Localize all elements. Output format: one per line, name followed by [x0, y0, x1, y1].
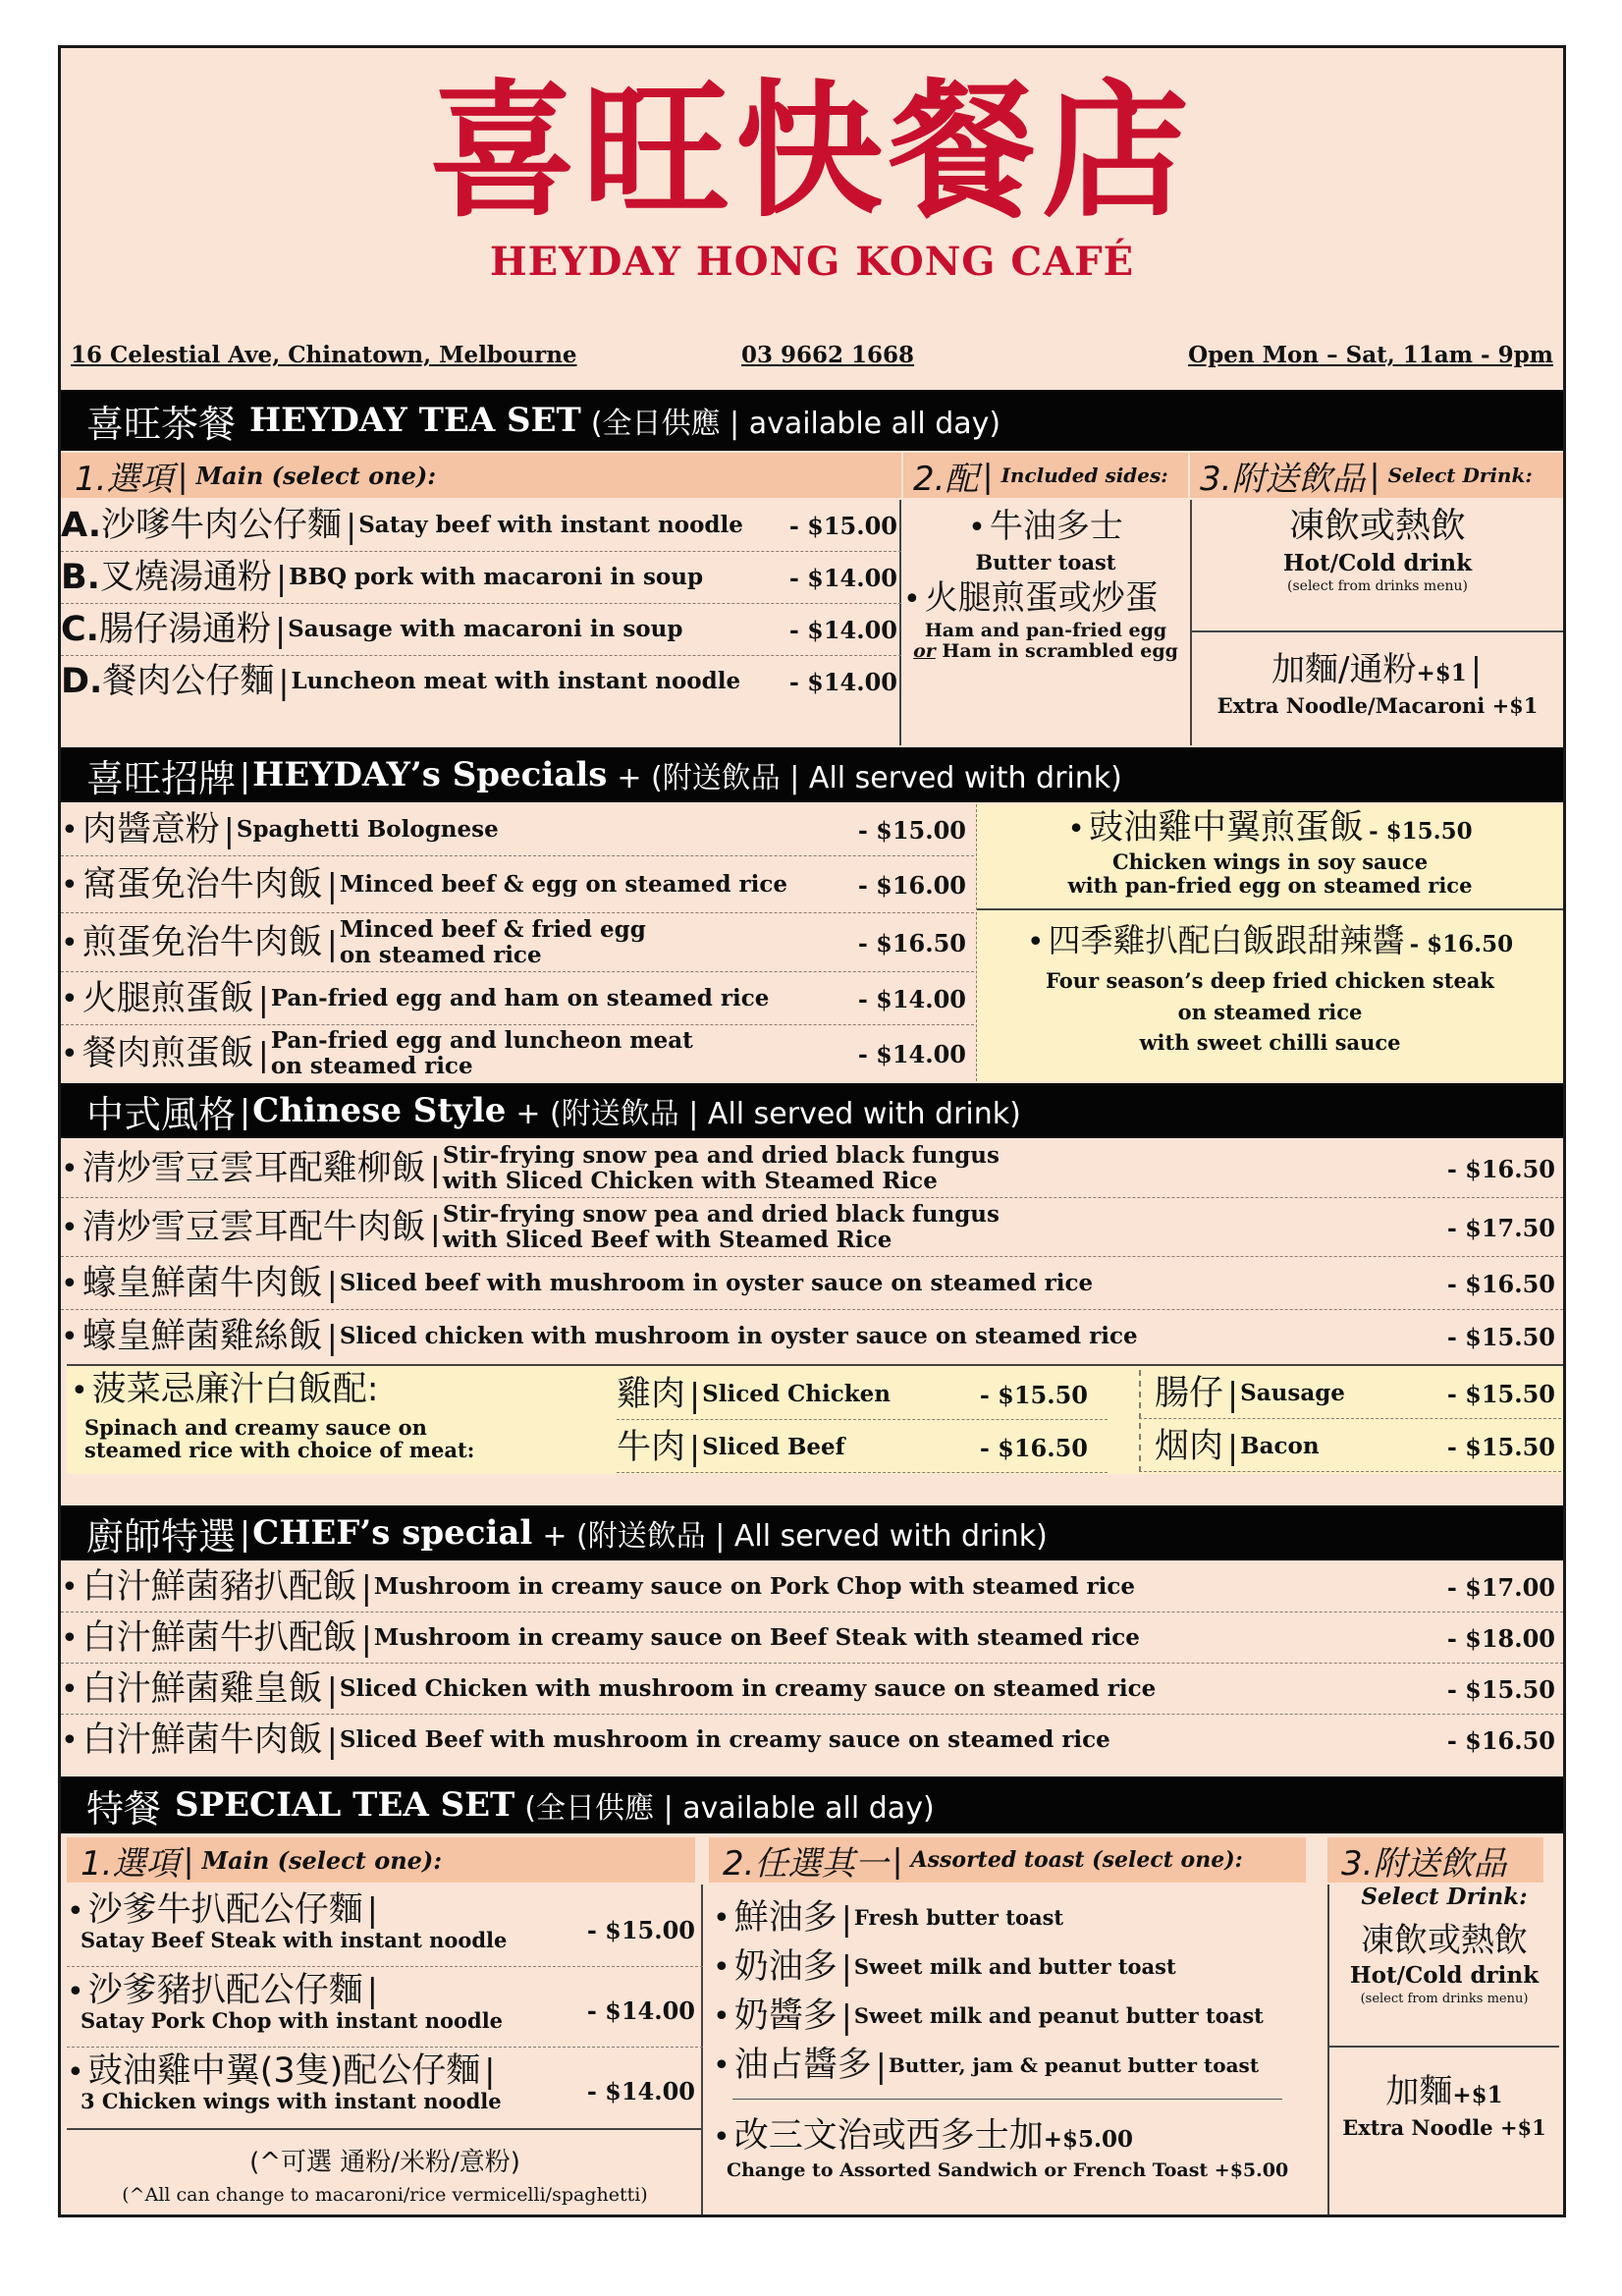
list-item: D. 餐肉公仔麵 | Luncheon meat with instant noodle - $14.00: [61, 661, 897, 701]
item-en: Stir-frying snow pea and dried black fungus with Sliced Chicken with Steamed Rice: [442, 1141, 1000, 1194]
item-en: Satay Beef Steak with instant noodle: [81, 1928, 508, 1952]
main-subhead-cn: 1.選項: [81, 1843, 180, 1884]
item-letter: D.: [61, 661, 103, 701]
phone: 03 9662 1668: [741, 342, 915, 368]
drink-cn: 凍飲或熱飲: [1288, 506, 1466, 546]
specials-list: [61, 804, 974, 1081]
item-price: - $14.00: [857, 984, 966, 1013]
list-item: • 餐肉煎蛋飯 | Pan-fried egg and luncheon meat on steamed rice - $14.00: [61, 1026, 966, 1079]
tea-set-drink: [1190, 500, 1563, 745]
list-item: • 奶油多 | Sweet milk and butter toast: [713, 1946, 1176, 1987]
item-cn: 豉油雞中翼(3隻)配公仔麵: [87, 2051, 481, 2091]
item-price: - $17.00: [1446, 1572, 1555, 1602]
item-cn: 蠔皇鮮菌雞絲飯: [81, 1316, 323, 1356]
sides-subhead-cn: 2.配: [913, 459, 979, 499]
side-1-cn: • 牛油多士: [968, 507, 1123, 546]
spinach-en-2: steamed rice with choice of meat:: [84, 1438, 475, 1463]
drink-en: Hot/Cold drink: [1282, 549, 1473, 576]
spinach-en-1: Spinach and creamy sauce on: [84, 1414, 427, 1440]
note-cn: (^可選 通粉/米粉/意粉): [249, 2148, 520, 2177]
item-cn: 白汁鮮菌牛肉飯: [81, 1720, 323, 1760]
list-item: • 蠔皇鮮菌雞絲飯 | Sliced chicken with mushroom in oyster sauce on steamed rice - $15.50: [61, 1316, 1555, 1356]
list-item: • 白汁鮮菌牛肉飯 | Sliced Beef with mushroom in creamy sauce on steamed rice - $16.50: [61, 1720, 1555, 1760]
item-price: - $16.50: [857, 928, 966, 957]
feature-2-en-1: Four season’s deep fried chicken steak: [1046, 968, 1494, 993]
upgrade-en: Change to Assorted Sandwich or French Toast +$5.00: [727, 2159, 1289, 2181]
tea-set-drink-subhead: 3.附送飲品 | Select Drink:: [1190, 453, 1563, 498]
list-item: • 白汁鮮菌豬扒配飯 | Mushroom in creamy sauce on Pork Chop with steamed rice - $17.00: [61, 1562, 1563, 1613]
drink-note: (select from drinks menu): [1360, 1991, 1529, 2006]
drink-en: Hot/Cold drink: [1349, 1962, 1540, 1990]
item-en: Butter, jam & peanut butter toast: [888, 2052, 1260, 2077]
drink-subhead-cn: 3.附送飲品: [1341, 1843, 1507, 1884]
item-en: Sweet milk and butter toast: [853, 1954, 1176, 1980]
list-item: • 窩蛋免治牛肉飯 | Minced beef & egg on steamed rice - $16.00: [61, 857, 974, 913]
item-en: Sliced chicken with mushroom in oyster sauce on steamed rice: [339, 1322, 1138, 1349]
item-cn: 煎蛋免治牛肉飯: [81, 922, 323, 962]
list-item: • 豉油雞中翼(3隻)配公仔麵 | 3 Chicken wings with instant noodle - $14.00: [67, 2051, 703, 2130]
item-letter: B.: [61, 557, 100, 597]
feature-2-price: - $16.50: [1409, 931, 1514, 957]
item-letter: A.: [61, 505, 102, 545]
special-set-main-subhead: 1.選項 | Main (select one):: [67, 1837, 695, 1883]
extra-noodle-en: Extra Noodle +$1: [1342, 2115, 1546, 2141]
special-set-header-note: (全日供應 | available all day): [524, 1791, 935, 1826]
feature-1-en-1: Chicken wings in soy sauce: [1111, 849, 1429, 874]
feature-2-en-2: on steamed rice: [1177, 999, 1363, 1024]
tea-set-header: [61, 390, 1563, 451]
tea-set-header-cn: 喜旺茶餐: [86, 402, 237, 446]
meat-cn: 牛肉: [617, 1427, 686, 1467]
item-cn: 白汁鮮菌雞皇飯: [81, 1668, 323, 1709]
feature-1-price: - $15.50: [1369, 818, 1473, 845]
special-set-header: [61, 1777, 1563, 1833]
side-1-en: Butter toast: [975, 549, 1116, 574]
list-item: B. 叉燒湯通粉 | BBQ pork with macaroni in soup - $14.00: [61, 552, 901, 604]
item-cn: 沙爹牛扒配公仔麵: [87, 1890, 363, 1930]
item-cn: 白汁鮮菌牛扒配飯: [81, 1617, 357, 1658]
item-cn: 窩蛋免治牛肉飯: [81, 864, 323, 904]
spinach-box: [67, 1364, 1563, 1474]
list-item: • 沙爹豬扒配公仔麵 | Satay Pork Chop with instant noodle - $14.00: [67, 1971, 703, 2048]
meat-option: 牛肉 | Sliced Beef - $16.50: [617, 1423, 1108, 1473]
item-en: Sliced Chicken with mushroom in creamy sauce on steamed rice: [339, 1674, 1157, 1702]
main-subhead-cn: 1.選項: [75, 459, 174, 499]
list-item: • 鮮油多 | Fresh butter toast: [713, 1897, 1064, 1938]
feature-2-en-3: with sweet chilli sauce: [1139, 1030, 1401, 1055]
item-price: - $14.00: [788, 667, 897, 696]
menu-page: [58, 45, 1566, 2217]
feature-2-cn: 四季雞扒配白飯跟甜辣醬: [1048, 921, 1405, 959]
special-set-header-en: SPECIAL TEA SET: [175, 1785, 515, 1825]
chinese-header-en: Chinese Style: [252, 1091, 507, 1130]
item-price: - $16.50: [1446, 1725, 1555, 1755]
item-price: - $15.50: [1446, 1322, 1555, 1351]
chef-header-cn: 廚師特選: [86, 1514, 237, 1558]
feature-1-cn: 豉油雞中翼煎蛋飯: [1089, 808, 1365, 847]
item-en: Sweet milk and peanut butter toast: [853, 2003, 1264, 2029]
tea-set-header-en: HEYDAY TEA SET: [249, 401, 581, 440]
chef-header-en: CHEF’s special: [252, 1513, 533, 1553]
upgrade-price: +$5.00: [1043, 2126, 1134, 2153]
item-price: - $16.50: [1446, 1269, 1555, 1298]
side-2-en-2: or Ham in scrambled egg: [913, 640, 1178, 663]
drink-head-en: Select Drink:: [1361, 1884, 1528, 1910]
meat-option: 雞肉 | Sliced Chicken - $15.50: [617, 1370, 1108, 1420]
specials-feature-box: [976, 804, 1563, 1081]
main-subhead-en: Main (select one):: [195, 461, 437, 490]
item-cn: 肉醬意粉: [81, 809, 220, 849]
item-price: - $14.00: [788, 615, 897, 644]
item-price: - $14.00: [788, 563, 897, 592]
specials-header-cn: 喜旺招牌: [86, 756, 237, 800]
item-price: - $15.00: [586, 1916, 695, 1944]
list-item: • 白汁鮮菌牛扒配飯 | Mushroom in creamy sauce on Beef Steak with steamed rice - $18.00: [61, 1613, 1563, 1664]
meat-en: Sausage: [1240, 1380, 1345, 1407]
specials-header: 喜旺招牌 | HEYDAY’s Specials + (附送飲品 | All served with drink): [61, 747, 1563, 802]
item-cn: 油占醬多: [733, 2045, 872, 2085]
brand-name-cn: 喜旺快餐店: [428, 65, 1195, 238]
meat-price: - $15.50: [979, 1380, 1088, 1409]
item-en: BBQ pork with macaroni in soup: [289, 563, 704, 590]
item-price: - $15.50: [1446, 1674, 1555, 1704]
feature-chicken-wings: • 豉油雞中翼煎蛋飯 - $15.50 Chicken wings in soy sauce with pan-fried egg on steamed rice: [977, 804, 1563, 910]
tea-set-sides: [903, 507, 1188, 663]
special-set-header-cn: 特餐: [86, 1786, 162, 1831]
item-price: - $14.00: [586, 1996, 695, 2025]
special-set-toast-list: [713, 1885, 1312, 2214]
brand-block: [61, 65, 1563, 285]
meat-option: 烟肉 | Bacon - $15.50: [1139, 1423, 1561, 1472]
upgrade-option: • 改三文治或西多士加+$5.00 Change to Assorted Sandwich or French Toast +$5.00: [713, 2116, 1289, 2181]
sides-subhead-en: Included sides:: [1000, 464, 1168, 487]
list-item: • 蠔皇鮮菌牛肉飯 | Sliced beef with mushroom in oyster sauce on steamed rice - $16.50: [61, 1258, 1563, 1310]
item-cn: 叉燒湯通粉: [99, 557, 272, 597]
meat-cn: 雞肉: [617, 1374, 686, 1414]
item-cn: 餐肉煎蛋飯: [81, 1033, 254, 1073]
chef-header: 廚師特選 | CHEF’s special + (附送飲品 | All served with drink): [61, 1505, 1563, 1560]
item-en: Satay beef with instant noodle: [358, 511, 743, 538]
spinach-cn: • 菠菜忌廉汁白飯配:: [71, 1370, 379, 1409]
chinese-header: 中式風格 | Chinese Style + (附送飲品 | All served with drink): [61, 1083, 1563, 1138]
list-item: • 煎蛋免治牛肉飯 | Minced beef & fried egg on steamed rice - $16.50: [61, 914, 974, 972]
meat-price: - $15.50: [1446, 1433, 1555, 1461]
drink-cn: 凍飲或熱飲: [1361, 1921, 1528, 1961]
item-en: Spaghetti Bolognese: [236, 815, 499, 843]
meat-en: Bacon: [1240, 1433, 1320, 1460]
side-2-en-1: Ham and pan-fried egg: [924, 619, 1167, 641]
item-cn: 火腿煎蛋飯: [81, 978, 254, 1018]
special-set-drink-subhead: [1327, 1837, 1543, 1883]
item-cn: 沙嗲牛肉公仔麵: [101, 505, 343, 545]
chinese-header-cn: 中式風格: [86, 1092, 237, 1136]
meat-cn: 腸仔: [1155, 1374, 1224, 1414]
feature-1-en-2: with pan-fried egg on steamed rice: [1067, 872, 1473, 898]
meat-price: - $16.50: [979, 1433, 1088, 1462]
item-price: - $17.50: [1446, 1213, 1555, 1242]
specials-header-en: HEYDAY’s Specials: [252, 755, 608, 794]
drink-note: (select from drinks menu): [1287, 578, 1468, 595]
tea-set-sides-subhead: 2.配 | Included sides:: [903, 453, 1188, 498]
item-price: - $15.00: [788, 511, 897, 540]
toast-subhead-en: Assorted toast (select one):: [910, 1847, 1243, 1873]
specials-header-note: + (附送飲品 | All served with drink): [617, 761, 1122, 795]
item-cn: 白汁鮮菌豬扒配飯: [81, 1566, 357, 1607]
meat-price: - $15.50: [1446, 1380, 1555, 1408]
list-item: • 白汁鮮菌雞皇飯 | Sliced Chicken with mushroom in creamy sauce on steamed rice - $15.50: [61, 1665, 1563, 1715]
toast-subhead-cn: 2.任選其一: [723, 1843, 889, 1884]
extra-noodle-cn: 加麵/通粉+$1 |: [1271, 650, 1482, 689]
meat-cn: 烟肉: [1155, 1427, 1224, 1467]
meat-en: Sliced Beef: [702, 1433, 845, 1460]
item-cn: 腸仔湯通粉: [98, 609, 271, 649]
chef-header-note: + (附送飲品 | All served with drink): [542, 1519, 1048, 1554]
list-item: • 奶醬多 | Sweet milk and peanut butter toast: [713, 1995, 1264, 2036]
address: 16 Celestial Ave, Chinatown, Melbourne: [71, 342, 577, 368]
item-en: Satay Pork Chop with instant noodle: [81, 2008, 504, 2033]
item-en: Pan-fried egg and ham on steamed rice: [270, 984, 770, 1011]
special-set-drink: [1327, 1885, 1559, 2214]
list-item: • 清炒雪豆雲耳配雞柳飯 | Stir-frying snow pea and dried black fungus with Sliced Chicken with Steamed Rice - $16.50: [61, 1140, 1563, 1198]
item-en: Minced beef & fried egg on steamed rice: [339, 915, 646, 968]
chef-list: [61, 1562, 1563, 1773]
note-en: (^All can change to macaroni/rice vermicelli/spaghetti): [122, 2184, 648, 2206]
list-item: • 肉醬意粉 | Spaghetti Bolognese - $15.00: [61, 804, 974, 856]
upgrade-cn: 改三文治或西多士加: [733, 2116, 1044, 2156]
item-price: - $16.00: [857, 870, 966, 900]
item-price: - $18.00: [1446, 1623, 1555, 1653]
item-cn: 清炒雪豆雲耳配牛肉飯: [81, 1207, 426, 1247]
list-item: • 清炒雪豆雲耳配牛肉飯 | Stir-frying snow pea and dried black fungus with Sliced Beef with Steamed Rice - $17.50: [61, 1199, 1563, 1257]
divider: [732, 2099, 1282, 2100]
item-en: Fresh butter toast: [853, 1905, 1064, 1931]
change-noodle-note: [67, 2142, 703, 2206]
extra-noodle-cn: 加麵+$1: [1385, 2072, 1503, 2112]
list-item: C. 腸仔湯通粉 | Sausage with macaroni in soup - $14.00: [61, 604, 901, 656]
chinese-header-note: + (附送飲品 | All served with drink): [515, 1097, 1021, 1131]
item-price: - $14.00: [586, 2077, 695, 2105]
main-subhead-en: Main (select one):: [201, 1845, 443, 1875]
item-price: - $16.50: [1446, 1154, 1555, 1183]
list-item: • 油占醬多 | Butter, jam & peanut butter toast: [713, 2045, 1260, 2085]
item-en: Minced beef & egg on steamed rice: [339, 870, 788, 898]
item-en: Mushroom in creamy sauce on Beef Steak with steamed rice: [373, 1623, 1140, 1651]
item-en: Mushroom in creamy sauce on Pork Chop with steamed rice: [373, 1572, 1136, 1600]
meat-en: Sliced Chicken: [702, 1380, 892, 1407]
item-cn: 奶油多: [733, 1946, 838, 1987]
drink-subhead-en: Select Drink:: [1387, 464, 1533, 487]
tea-set-main-list: [61, 500, 901, 745]
item-price: - $14.00: [857, 1039, 966, 1068]
item-cn: 奶醬多: [733, 1995, 838, 2036]
list-item: A. 沙嗲牛肉公仔麵 | Satay beef with instant noodle - $15.00: [61, 500, 901, 552]
special-set-toast-subhead: 2.任選其一 | Assorted toast (select one):: [709, 1837, 1306, 1883]
special-set-main-list: [67, 1885, 703, 2214]
item-en: Sliced Beef with mushroom in creamy sauce on steamed rice: [339, 1725, 1110, 1753]
chinese-list: [61, 1140, 1563, 1364]
item-cn: 清炒雪豆雲耳配雞柳飯: [81, 1148, 426, 1188]
item-en: 3 Chicken wings with instant noodle: [81, 2089, 502, 2113]
list-item: • 火腿煎蛋飯 | Pan-fried egg and ham on steamed rice - $14.00: [61, 973, 974, 1025]
item-cn: 沙爹豬扒配公仔麵: [87, 1971, 363, 2010]
opening-hours: Open Mon – Sat, 11am - 9pm: [1188, 342, 1553, 368]
spinach-desc: [71, 1372, 601, 1462]
drink-subhead-cn: 3.附送飲品: [1200, 459, 1366, 499]
item-en: Sausage with macaroni in soup: [288, 615, 683, 642]
item-cn: 餐肉公仔麵: [102, 661, 275, 701]
tea-set-header-note: (全日供應 | available all day): [590, 407, 1001, 441]
tea-set-main-subhead: 1.選項 | Main (select one):: [61, 453, 901, 498]
item-letter: C.: [61, 609, 99, 649]
item-en: Luncheon meat with instant noodle: [291, 667, 741, 694]
feature-chicken-steak: • 四季雞扒配白飯跟甜辣醬 - $16.50 Four season’s deep fried chicken steak on steamed rice with sweet chilli sauce: [977, 910, 1563, 1059]
side-2-cn: • 火腿煎蛋或炒蛋: [903, 578, 1159, 619]
item-cn: 鮮油多: [733, 1897, 838, 1938]
item-en: Pan-fried egg and luncheon meat on steamed rice: [270, 1026, 693, 1079]
item-cn: 蠔皇鮮菌牛肉飯: [81, 1263, 323, 1303]
item-en: Sliced beef with mushroom in oyster sauce on steamed rice: [339, 1269, 1094, 1296]
item-price: - $15.00: [857, 815, 966, 845]
meat-option: 腸仔 | Sausage - $15.50: [1139, 1370, 1561, 1419]
extra-noodle-en: Extra Noodle/Macaroni +$1: [1216, 693, 1539, 718]
list-item: • 沙爹牛扒配公仔麵 | Satay Beef Steak with instant noodle - $15.00: [67, 1890, 703, 1967]
brand-name-en: HEYDAY HONG KONG CAFÉ: [489, 239, 1135, 285]
item-en: Stir-frying snow pea and dried black fungus with Sliced Beef with Steamed Rice: [442, 1200, 1000, 1253]
